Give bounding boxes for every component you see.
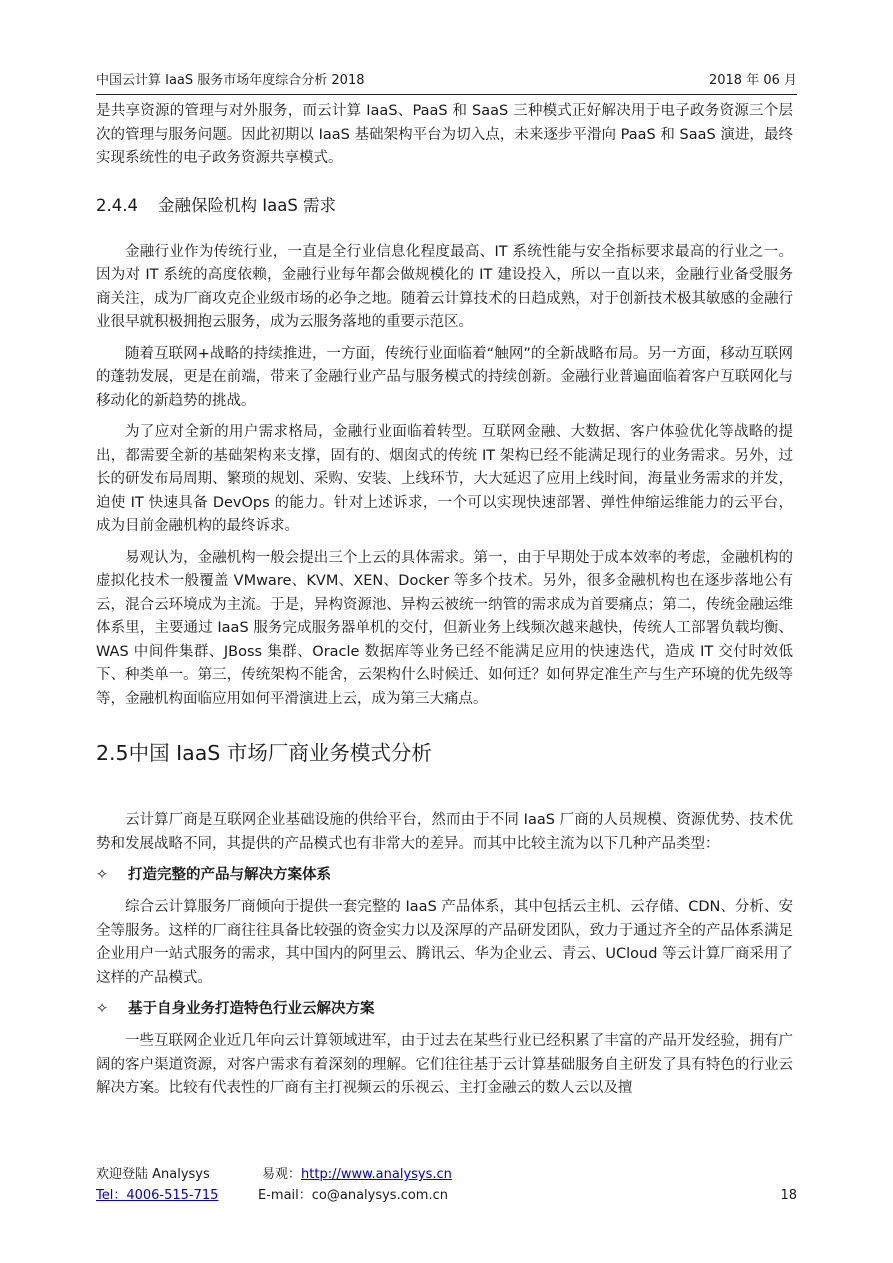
diamond-bullet-icon: ✧ — [96, 1001, 109, 1017]
section-intro-paragraph: 云计算厂商是互联网企业基础设施的供给平台，然而由于不同 IaaS 厂商的人员规模、资源优势、技术优势和发展战略不同，其提供的产品模式也有非常大的差异。而其中比较主流为以下几种产品类型： — [96, 812, 793, 852]
footer-tel-link[interactable]: Tel：4006-515-715 — [96, 1188, 219, 1203]
page-content — [96, 100, 793, 1109]
footer-site-link[interactable]: http://www.analysys.cn — [301, 1167, 452, 1182]
intro-paragraph: 是共享资源的管理与对外服务，而云计算 IaaS、PaaS 和 SaaS 三种模式正好解决用于电子政务资源三个层次的管理与服务问题。因此初期以 IaaS 基础架构平台为切入点，未来逐步平滑向 PaaS 和 SaaS 演进，最终实现系统性的电子政务资源共享模式。 — [96, 103, 793, 166]
header-title: 中国云计算 IaaS 服务市场年度综合分析 2018 — [96, 73, 365, 88]
paragraph: 一些互联网企业近几年向云计算领域进军，由于过去在某些行业已经积累了丰富的产品开发经验，拥有广阔的客户渠道资源，对客户需求有着深刻的理解。它们往往基于云计算基础服务自主研发了具有特色的行业云解决方案。比较有代表性的厂商有主打视频云的乐视云、主打金融云的数人云以及擅 — [96, 1033, 793, 1096]
paragraph: 随着互联网+战略的持续推进，一方面，传统行业面临着“触网”的全新战略布局。另一方面，移动互联网的蓬勃发展，更是在前端，带来了金融行业产品与服务模式的持续创新。金融行业普遍面临着客户互联网化与移动化的新趋势的挑战。 — [96, 345, 793, 409]
bullet-title: 打造完整的产品与解决方案体系 — [128, 867, 331, 883]
paragraph: 金融行业作为传统行业，一直是全行业信息化程度最高、IT 系统性能与安全指标要求最高的行业之一。因为对 IT 系统的高度依赖，金融行业每年都会做规模化的 IT 建设投入，所以一直以来，金融行业备受服务商关注，成为厂商攻克企业级市场的必争之地。随着云计算技术的日趋成熟，对于创新技术极其敏感的金融行业很早就积极拥抱云服务，成为云服务落地的重要示范区。 — [96, 243, 793, 330]
bullet-heading — [96, 864, 793, 886]
page-footer — [96, 1164, 797, 1206]
footer-welcome: 欢迎登陆 Analysys — [96, 1167, 210, 1182]
page-number: 18 — [780, 1188, 797, 1203]
paragraph: 为了应对全新的用户需求格局，金融行业面临着转型。互联网金融、大数据、客户体验优化等战略的提出，都需要全新的基础架构来支撑，固有的、烟囱式的传统 IT 架构已经不能满足现行的业务需求。另外，过长的研发布局周期、繁琐的规划、采购、安装、上线环节，大大延迟了应用上线时间，海量业务需求的并发，迫使 IT 快速具备 DevOps 的能力。针对上述诉求，一个可以实现快速部署、弹性伸缩运维能力的云平台，成为目前金融机构的最终诉求。 — [96, 424, 793, 534]
footer-email: E-mail：co@analysys.com.cn — [258, 1188, 448, 1203]
paragraph: 易观认为，金融机构一般会提出三个上云的具体需求。第一，由于早期处于成本效率的考虑，金融机构的虚拟化技术一般覆盖 VMware、KVM、XEN、Docker 等多个技术。另外，很多金融机构也在逐步落地公有云，混合云环境成为主流。于是，异构资源池、异构云被统一纳管的需求成为首要痛点；第二，传统金融运维体系里，主要通过 IaaS 服务完成服务器单机的交付，但新业务上线频次越来越快，传统人工部署负载均衡、WAS 中间件集群、JBoss 集群、Oracle 数据库等业务已经不能满足应用的快速迭代，造成 IT 交付时效低下、种类单一。第三，传统架构不能舍，云架构什么时候迁、如何迁？如何界定准生产与生产环境的优先级等等，金融机构面临应用如何平滑演进上云，成为第三大痛点。 — [96, 549, 793, 707]
bullet-heading — [96, 998, 793, 1020]
bullet-title: 基于自身业务打造特色行业云解决方案 — [128, 1001, 375, 1017]
page-header — [96, 72, 797, 95]
paragraph: 综合云计算服务厂商倾向于提供一套完整的 IaaS 产品体系，其中包括云主机、云存储、CDN、分析、安全等服务。这样的厂商往往具备比较强的资金实力以及深厚的产品研发团队，致力于通过齐全的产品体系满足企业用户一站式服务的需求，其中国内的阿里云、腾讯云、华为企业云、青云、UCloud 等云计算厂商采用了这样的产品模式。 — [96, 899, 793, 986]
subsection-heading — [96, 195, 793, 217]
subsection-title: 金融保险机构 IaaS 需求 — [158, 195, 337, 215]
subsection-number: 2.4.4 — [96, 195, 138, 215]
header-date: 2018 年 06 月 — [708, 73, 797, 88]
diamond-bullet-icon: ✧ — [96, 867, 109, 883]
footer-site-label: 易观： — [262, 1167, 302, 1182]
section-heading: 2.5中国 IaaS 市场厂商业务模式分析 — [96, 741, 432, 765]
